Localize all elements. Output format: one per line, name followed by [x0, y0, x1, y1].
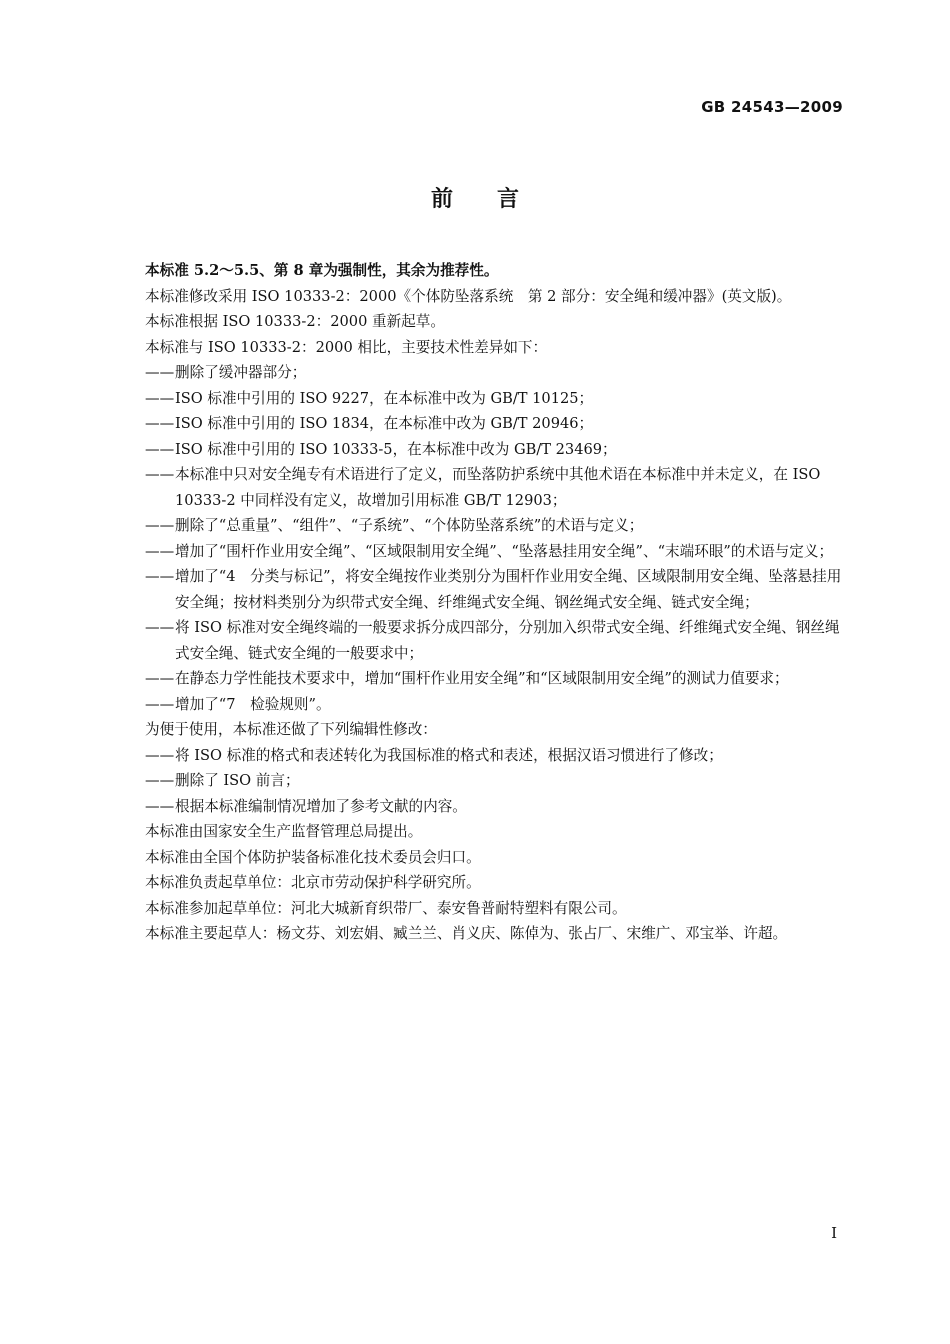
page-title: [0, 182, 950, 213]
standard-number: GB 24543—2009: [701, 98, 843, 116]
list-item: —— 增加了“7 检验规则”。: [145, 692, 843, 718]
list-item: —— 删除了 ISO 前言；: [145, 768, 843, 794]
dash: ——: [145, 619, 175, 636]
list-item: —— 删除了“总重量”、“组件”、“子系统”、“个体防坠落系统”的术语与定义；: [145, 513, 843, 539]
principal-drafters: 本标准主要起草人：杨文芬、刘宏娟、臧兰兰、肖义庆、陈倬为、张占厂、宋维广、邓宝举、许超。: [145, 925, 788, 942]
list-item: —— 将 ISO 标准对安全绳终端的一般要求拆分成四部分，分别加入织带式安全绳、纤维绳式安全绳、钢丝绳式安全绳、链式安全绳的一般要求中；: [145, 615, 843, 666]
drafting-basis: 本标准根据 ISO 10333-2：2000 重新起草。: [145, 313, 445, 330]
editorial-changes-list: [145, 743, 843, 820]
list-item: —— 增加了“4 分类与标记”，将安全绳按作业类别分为围杆作业用安全绳、区域限制用安全绳、坠落悬挂用安全绳；按材料类别分为织带式安全绳、纤维绳式安全绳、钢丝绳式安全绳、链式安全绳；: [145, 564, 843, 615]
dash: ——: [145, 415, 175, 432]
list-item: —— ISO 标准中引用的 ISO 1834，在本标准中改为 GB/T 20946；: [145, 411, 843, 437]
title-char-1: 前: [430, 187, 453, 212]
dash: ——: [145, 389, 175, 407]
editorial-intro: 为便于使用，本标准还做了下列编辑性修改：: [145, 721, 437, 738]
differences-intro: 本标准与 ISO 10333-2：2000 相比，主要技术性差异如下：: [145, 338, 548, 356]
list-item: —— 根据本标准编制情况增加了参考文献的内容。: [145, 794, 843, 820]
committee-statement: 本标准由全国个体防护装备标准化技术委员会归口。: [145, 848, 481, 866]
dash: ——: [145, 466, 175, 483]
dash: ——: [145, 542, 175, 560]
dash: ——: [145, 440, 175, 458]
dash: ——: [145, 364, 175, 381]
dash: ——: [145, 568, 175, 585]
list-item: —— 在静态力学性能技术要求中，增加“围杆作业用安全绳”和“区域限制用安全绳”的测试力值要求；: [145, 666, 843, 692]
page-number: I: [831, 1224, 837, 1242]
list-item: —— ISO 标准中引用的 ISO 9227，在本标准中改为 GB/T 10125；: [145, 386, 843, 412]
mandatory-clause: 本标准 5.2～5.5、第 8 章为强制性，其余为推荐性。: [145, 262, 499, 279]
list-item: —— ISO 标准中引用的 ISO 10333-5，在本标准中改为 GB/T 23469；: [145, 437, 843, 463]
proposer-statement: 本标准由国家安全生产监督管理总局提出。: [145, 823, 423, 840]
adoption-statement: 本标准修改采用 ISO 10333-2：2000《个体防坠落系统 第 2 部分：安全绳和缓冲器》(英文版)。: [145, 287, 792, 305]
foreword-body: [145, 258, 843, 947]
list-item: —— 增加了“围杆作业用安全绳”、“区域限制用安全绳”、“坠落悬挂用安全绳”、“末端环眼”的术语与定义；: [145, 539, 843, 565]
dash: ——: [145, 670, 175, 687]
lead-drafter-unit: 本标准负责起草单位：北京市劳动保护科学研究所。: [145, 874, 481, 891]
technical-differences-list: [145, 360, 843, 717]
list-item: —— 本标准中只对安全绳专有术语进行了定义，而坠落防护系统中其他术语在本标准中并未定义，在 ISO 10333-2 中同样没有定义，故增加引用标准 GB/T 12903；: [145, 462, 843, 513]
title-char-2: 言: [497, 187, 520, 212]
list-item: —— 删除了缓冲器部分；: [145, 360, 843, 386]
dash: ——: [145, 695, 175, 713]
dash: ——: [145, 772, 175, 789]
dash: ——: [145, 517, 175, 534]
dash: ——: [145, 797, 175, 815]
list-item: —— 将 ISO 标准的格式和表述转化为我国标准的格式和表述，根据汉语习惯进行了修改；: [145, 743, 843, 769]
participating-units: 本标准参加起草单位：河北大城新育织带厂、泰安鲁普耐特塑料有限公司。: [145, 899, 627, 917]
dash: ——: [145, 746, 175, 764]
